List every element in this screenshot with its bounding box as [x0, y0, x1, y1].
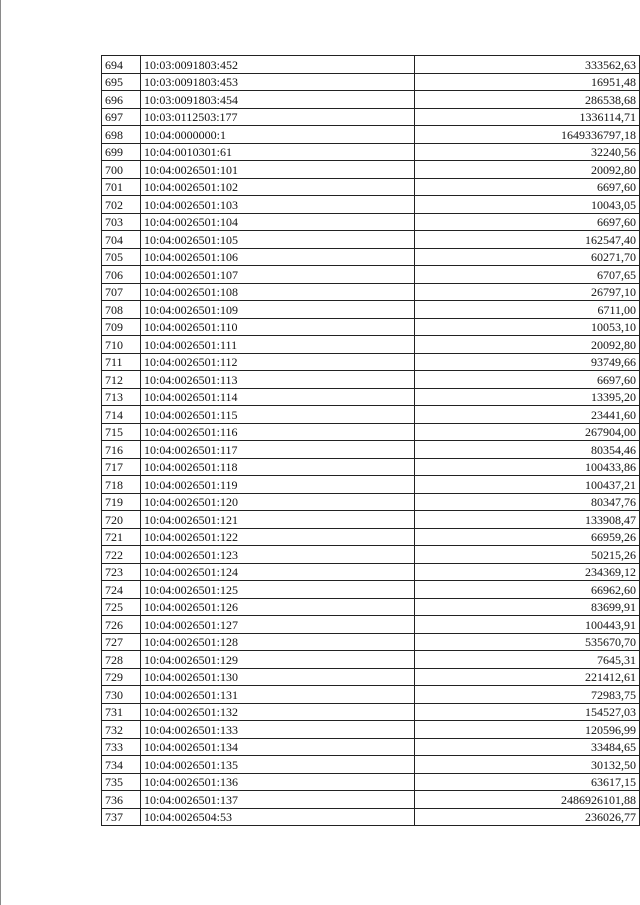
table-row	[102, 441, 640, 459]
row-number: 736	[102, 791, 141, 809]
cadastral-value: 100437,21	[415, 476, 640, 494]
row-number: 718	[102, 476, 141, 494]
table-row	[102, 301, 640, 319]
cadastral-number: 10:04:0026501:126	[141, 598, 415, 616]
row-number: 705	[102, 248, 141, 266]
cadastral-number: 10:03:0091803:452	[141, 56, 415, 74]
table-row	[102, 773, 640, 791]
cadastral-value: 66962,60	[415, 581, 640, 599]
row-number: 722	[102, 546, 141, 564]
table-row	[102, 108, 640, 126]
row-number: 697	[102, 108, 141, 126]
table-row	[102, 738, 640, 756]
cadastral-value: 286538,68	[415, 91, 640, 109]
cadastral-value: 93749,66	[415, 353, 640, 371]
cadastral-number: 10:04:0026501:129	[141, 651, 415, 669]
cadastral-value: 72983,75	[415, 686, 640, 704]
table-row	[102, 143, 640, 161]
cadastral-number: 10:04:0026501:110	[141, 318, 415, 336]
table-row	[102, 808, 640, 826]
cadastral-value: 13395,20	[415, 388, 640, 406]
cadastral-number: 10:04:0026501:115	[141, 406, 415, 424]
table-row	[102, 423, 640, 441]
row-number: 725	[102, 598, 141, 616]
row-number: 696	[102, 91, 141, 109]
cadastral-number: 10:04:0026501:101	[141, 161, 415, 179]
row-number: 726	[102, 616, 141, 634]
cadastral-value: 162547,40	[415, 231, 640, 249]
row-number: 704	[102, 231, 141, 249]
table-row	[102, 546, 640, 564]
row-number: 719	[102, 493, 141, 511]
cadastral-value: 16951,48	[415, 73, 640, 91]
row-number: 731	[102, 703, 141, 721]
table-row	[102, 476, 640, 494]
cadastral-number: 10:04:0026501:131	[141, 686, 415, 704]
cadastral-value: 6707,65	[415, 266, 640, 284]
table-row	[102, 91, 640, 109]
row-number: 732	[102, 721, 141, 739]
cadastral-number: 10:04:0026501:133	[141, 721, 415, 739]
cadastral-value: 7645,31	[415, 651, 640, 669]
row-number: 714	[102, 406, 141, 424]
scan-edge-line	[0, 0, 1, 905]
cadastral-value: 6697,60	[415, 371, 640, 389]
cadastral-number: 10:04:0010301:61	[141, 143, 415, 161]
table-row	[102, 721, 640, 739]
row-number: 728	[102, 651, 141, 669]
cadastral-number: 10:04:0026501:127	[141, 616, 415, 634]
cadastral-value-table	[101, 55, 640, 826]
row-number: 708	[102, 301, 141, 319]
row-number: 707	[102, 283, 141, 301]
table-row	[102, 528, 640, 546]
table-row	[102, 493, 640, 511]
row-number: 721	[102, 528, 141, 546]
cadastral-value: 234369,12	[415, 563, 640, 581]
table-row	[102, 633, 640, 651]
cadastral-value: 6711,00	[415, 301, 640, 319]
cadastral-number: 10:03:0091803:454	[141, 91, 415, 109]
table-row	[102, 703, 640, 721]
row-number: 699	[102, 143, 141, 161]
row-number: 720	[102, 511, 141, 529]
cadastral-value: 26797,10	[415, 283, 640, 301]
row-number: 727	[102, 633, 141, 651]
cadastral-value: 133908,47	[415, 511, 640, 529]
cadastral-value: 120596,99	[415, 721, 640, 739]
row-number: 709	[102, 318, 141, 336]
row-number: 712	[102, 371, 141, 389]
cadastral-value: 20092,80	[415, 336, 640, 354]
cadastral-number: 10:04:0026501:137	[141, 791, 415, 809]
table-row	[102, 406, 640, 424]
cadastral-number: 10:04:0000000:1	[141, 126, 415, 144]
table-row	[102, 668, 640, 686]
cadastral-number: 10:04:0026501:108	[141, 283, 415, 301]
cadastral-value: 267904,00	[415, 423, 640, 441]
table-row	[102, 178, 640, 196]
table-row	[102, 283, 640, 301]
cadastral-value: 80347,76	[415, 493, 640, 511]
table-row	[102, 196, 640, 214]
cadastral-value: 83699,91	[415, 598, 640, 616]
cadastral-number: 10:04:0026501:125	[141, 581, 415, 599]
cadastral-value: 66959,26	[415, 528, 640, 546]
cadastral-value: 1649336797,18	[415, 126, 640, 144]
cadastral-number: 10:04:0026501:132	[141, 703, 415, 721]
table-row	[102, 73, 640, 91]
table-row	[102, 651, 640, 669]
cadastral-number: 10:04:0026501:102	[141, 178, 415, 196]
table-row	[102, 213, 640, 231]
cadastral-value: 20092,80	[415, 161, 640, 179]
cadastral-number: 10:04:0026501:134	[141, 738, 415, 756]
cadastral-value: 6697,60	[415, 178, 640, 196]
row-number: 710	[102, 336, 141, 354]
table-body	[102, 56, 640, 826]
table-row	[102, 248, 640, 266]
cadastral-number: 10:04:0026501:113	[141, 371, 415, 389]
row-number: 715	[102, 423, 141, 441]
cadastral-number: 10:04:0026501:118	[141, 458, 415, 476]
row-number: 723	[102, 563, 141, 581]
cadastral-number: 10:04:0026501:130	[141, 668, 415, 686]
table-row	[102, 161, 640, 179]
cadastral-value: 6697,60	[415, 213, 640, 231]
cadastral-value: 535670,70	[415, 633, 640, 651]
table-row	[102, 791, 640, 809]
cadastral-number: 10:04:0026501:124	[141, 563, 415, 581]
cadastral-number: 10:04:0026501:120	[141, 493, 415, 511]
cadastral-value: 100443,91	[415, 616, 640, 634]
row-number: 701	[102, 178, 141, 196]
cadastral-number: 10:04:0026501:116	[141, 423, 415, 441]
cadastral-number: 10:04:0026501:103	[141, 196, 415, 214]
row-number: 706	[102, 266, 141, 284]
cadastral-value: 60271,70	[415, 248, 640, 266]
cadastral-number: 10:04:0026501:128	[141, 633, 415, 651]
cadastral-value: 221412,61	[415, 668, 640, 686]
row-number: 695	[102, 73, 141, 91]
cadastral-value: 1336114,71	[415, 108, 640, 126]
table-row	[102, 616, 640, 634]
cadastral-number: 10:04:0026501:112	[141, 353, 415, 371]
cadastral-value: 10053,10	[415, 318, 640, 336]
row-number: 737	[102, 808, 141, 826]
table-row	[102, 318, 640, 336]
cadastral-value: 33484,65	[415, 738, 640, 756]
table-row	[102, 511, 640, 529]
cadastral-number: 10:04:0026501:119	[141, 476, 415, 494]
row-number: 717	[102, 458, 141, 476]
cadastral-number: 10:04:0026501:107	[141, 266, 415, 284]
cadastral-number: 10:04:0026501:136	[141, 773, 415, 791]
cadastral-number: 10:04:0026501:135	[141, 756, 415, 774]
row-number: 735	[102, 773, 141, 791]
cadastral-number: 10:03:0091803:453	[141, 73, 415, 91]
cadastral-number: 10:04:0026501:105	[141, 231, 415, 249]
row-number: 702	[102, 196, 141, 214]
cadastral-value: 30132,50	[415, 756, 640, 774]
row-number: 724	[102, 581, 141, 599]
cadastral-number: 10:04:0026501:114	[141, 388, 415, 406]
cadastral-number: 10:04:0026504:53	[141, 808, 415, 826]
row-number: 703	[102, 213, 141, 231]
cadastral-number: 10:04:0026501:109	[141, 301, 415, 319]
table-row	[102, 371, 640, 389]
cadastral-value: 50215,26	[415, 546, 640, 564]
cadastral-value: 2486926101,88	[415, 791, 640, 809]
row-number: 700	[102, 161, 141, 179]
table-row	[102, 756, 640, 774]
cadastral-value: 80354,46	[415, 441, 640, 459]
cadastral-value: 100433,86	[415, 458, 640, 476]
cadastral-value: 333562,63	[415, 56, 640, 74]
cadastral-number: 10:04:0026501:121	[141, 511, 415, 529]
table-row	[102, 563, 640, 581]
cadastral-value: 32240,56	[415, 143, 640, 161]
cadastral-number: 10:04:0026501:111	[141, 336, 415, 354]
cadastral-number: 10:04:0026501:106	[141, 248, 415, 266]
row-number: 733	[102, 738, 141, 756]
cadastral-value: 23441,60	[415, 406, 640, 424]
table-row	[102, 353, 640, 371]
cadastral-number: 10:04:0026501:123	[141, 546, 415, 564]
cadastral-value: 154527,03	[415, 703, 640, 721]
row-number: 694	[102, 56, 141, 74]
table-row	[102, 598, 640, 616]
table-row	[102, 231, 640, 249]
cadastral-number: 10:04:0026501:117	[141, 441, 415, 459]
table-row	[102, 458, 640, 476]
row-number: 730	[102, 686, 141, 704]
table-row	[102, 336, 640, 354]
cadastral-value: 10043,05	[415, 196, 640, 214]
row-number: 713	[102, 388, 141, 406]
row-number: 711	[102, 353, 141, 371]
row-number: 729	[102, 668, 141, 686]
table-row	[102, 266, 640, 284]
table-row	[102, 388, 640, 406]
table-row	[102, 56, 640, 74]
row-number: 716	[102, 441, 141, 459]
table-row	[102, 581, 640, 599]
table-row	[102, 126, 640, 144]
row-number: 734	[102, 756, 141, 774]
cadastral-number: 10:04:0026501:122	[141, 528, 415, 546]
cadastral-number: 10:03:0112503:177	[141, 108, 415, 126]
row-number: 698	[102, 126, 141, 144]
cadastral-value: 63617,15	[415, 773, 640, 791]
cadastral-number: 10:04:0026501:104	[141, 213, 415, 231]
table-row	[102, 686, 640, 704]
cadastral-value: 236026,77	[415, 808, 640, 826]
